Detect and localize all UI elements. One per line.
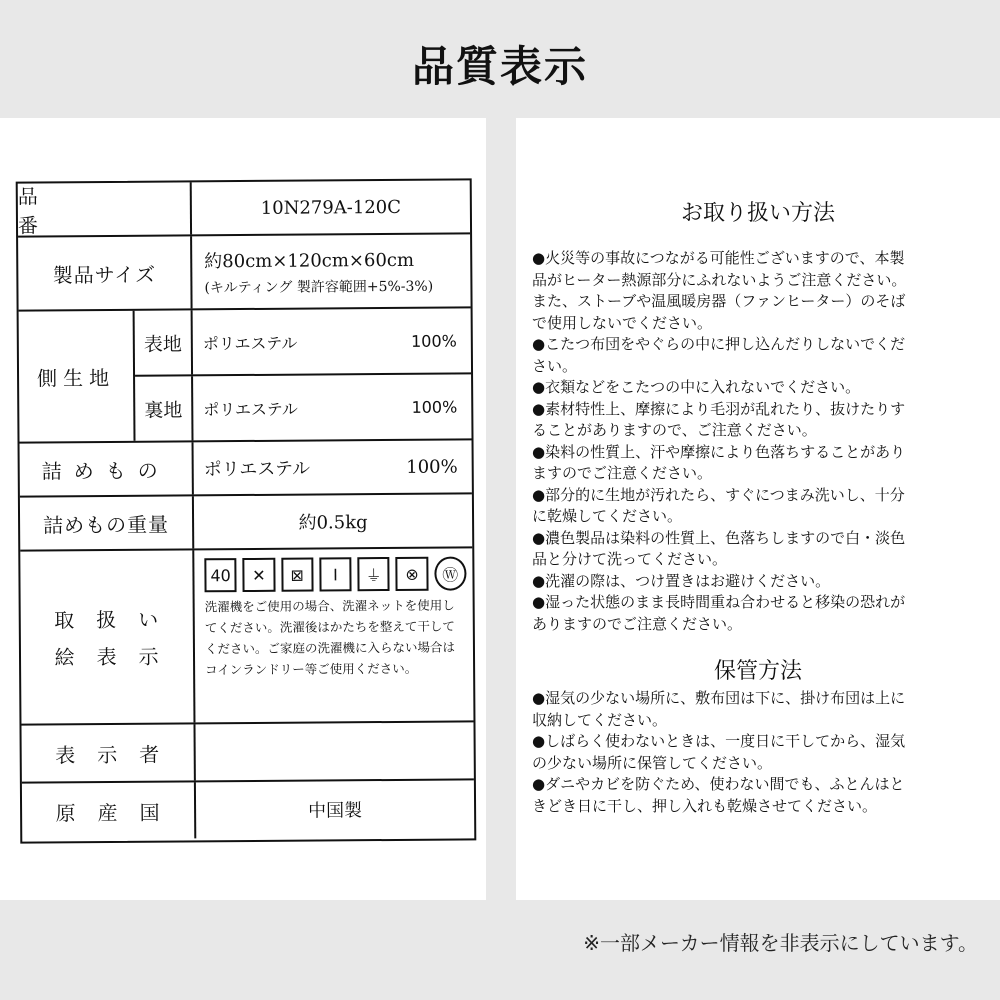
origin-value: 中国製: [308, 800, 363, 822]
size-row: [18, 234, 471, 311]
care-row: [20, 548, 473, 725]
labeler-value: [195, 722, 473, 780]
wet-clean-icon: Ⓦ: [434, 556, 467, 590]
care-label-line2: 絵 表 示: [54, 644, 160, 670]
filling-row: [20, 440, 472, 497]
filling-value: [194, 440, 472, 494]
size-value: 約80cm×120cm×60cm: [204, 249, 415, 273]
filling-weight-label: 詰めもの重量: [20, 496, 194, 549]
inner-fabric-row: [135, 374, 471, 440]
care-cell: [194, 548, 473, 722]
inner-fabric-percent: 100%: [411, 397, 458, 417]
fabric-row: [19, 308, 472, 443]
filling-weight-value: 約0.5kg: [298, 512, 368, 534]
care-label-line1: 取 扱 い: [54, 607, 160, 633]
outer-fabric-value: [193, 308, 471, 374]
no-tumble-dry-icon: ⊠: [281, 558, 314, 592]
quality-label-panel: [0, 118, 486, 900]
size-label: 製品サイズ: [18, 236, 192, 309]
no-dry-clean-icon: ⊗: [396, 557, 429, 591]
iron-icon: ⏚: [357, 557, 390, 591]
storage-title: 保管方法: [713, 659, 802, 684]
page-title: 品質表示: [411, 42, 588, 91]
inner-fabric-value: [193, 374, 471, 440]
outer-fabric-material: ポリエステル: [202, 333, 298, 353]
footer-note: ※一部メーカー情報を非表示にしています。: [583, 931, 978, 955]
origin-row: [22, 780, 474, 839]
inner-fabric-material: ポリエステル: [203, 399, 298, 419]
product-number-label: 品 番: [18, 182, 192, 235]
labeler-label: 表 示 者: [21, 724, 195, 781]
size-value-cell: [192, 234, 470, 308]
fabric-label: 側生地: [19, 311, 136, 442]
no-bleach-icon: ✕: [243, 558, 276, 592]
product-number-row: [18, 180, 470, 237]
labeler-row: [21, 722, 473, 783]
care-text: 洗濯機をご使用の場合、洗濯ネットを使用してください。洗濯後はかたちを整えて干してください。ご家庭の洗濯機に入らない場合はコインランドリー等ご使用ください。: [204, 597, 456, 678]
outer-fabric-label: 表地: [135, 310, 193, 374]
filling-weight-row: [20, 494, 472, 551]
filling-label: 詰めもの: [20, 442, 194, 495]
outer-fabric-row: [135, 308, 471, 376]
outer-fabric-percent: 100%: [410, 331, 457, 351]
care-label: [20, 550, 195, 723]
size-note: (キルティング 製許容範囲+5%-3%): [204, 278, 434, 297]
handling-title: お取り扱い方法: [680, 201, 835, 226]
care-icons: [194, 548, 472, 596]
storage-text: ●湿気の少ない場所に、敷布団は下に、掛け布団は上に 収納してください。 ●しばらく使わないときは、一度日に干してから、湿気 の少ない場所に保管してください。 ●ダニやカビを防ぐため、使わない間でも、ふとんはと きどき日に干し、押し入れも乾燥させてください。: [532, 689, 906, 815]
wash-40-icon: 40: [204, 558, 237, 592]
line-dry-icon: Ⅰ: [319, 557, 352, 591]
filling-material: ポリエステル: [203, 458, 311, 481]
quality-label-table: [16, 178, 477, 843]
handling-text: ●火災等の事故につながる可能性ございますので、本製 品がヒーター熱源部分にふれないようご注意ください。 また、ストーブや温風暖房器（ファンヒーター）のそば で使用しないでください。 ●こたつ布団をやぐらの中に押し込んだりしないでくだ さい。 ●衣類などをこたつの中に入れないでください。 ●素材特性上、摩擦により毛羽が乱れたり、抜けたりす ることがありますので、ご注意ください。 ●染料の性質上、汗や摩擦により色落ちすることがあり ますのでご注意ください。 ●部分的に生地が汚れたら、すぐにつまみ洗いし、十分 に乾燥してください。 ●濃色製品は染料の性質上、色落ちしますので白・淡色 品と分けて洗ってください。 ●洗濯の際は、つけ置きはお避けください。 ●湿った状態のまま長時間重ね合わせると移染の恐れが ありますのでご注意ください。: [532, 249, 907, 633]
origin-label: 原 産 国: [22, 782, 196, 839]
inner-fabric-label: 裏地: [135, 376, 193, 440]
filling-percent: 100%: [406, 456, 458, 478]
instructions-panel: [516, 118, 1000, 900]
product-number-value: 10N279A-120C: [260, 196, 402, 219]
header: [0, 0, 1000, 118]
